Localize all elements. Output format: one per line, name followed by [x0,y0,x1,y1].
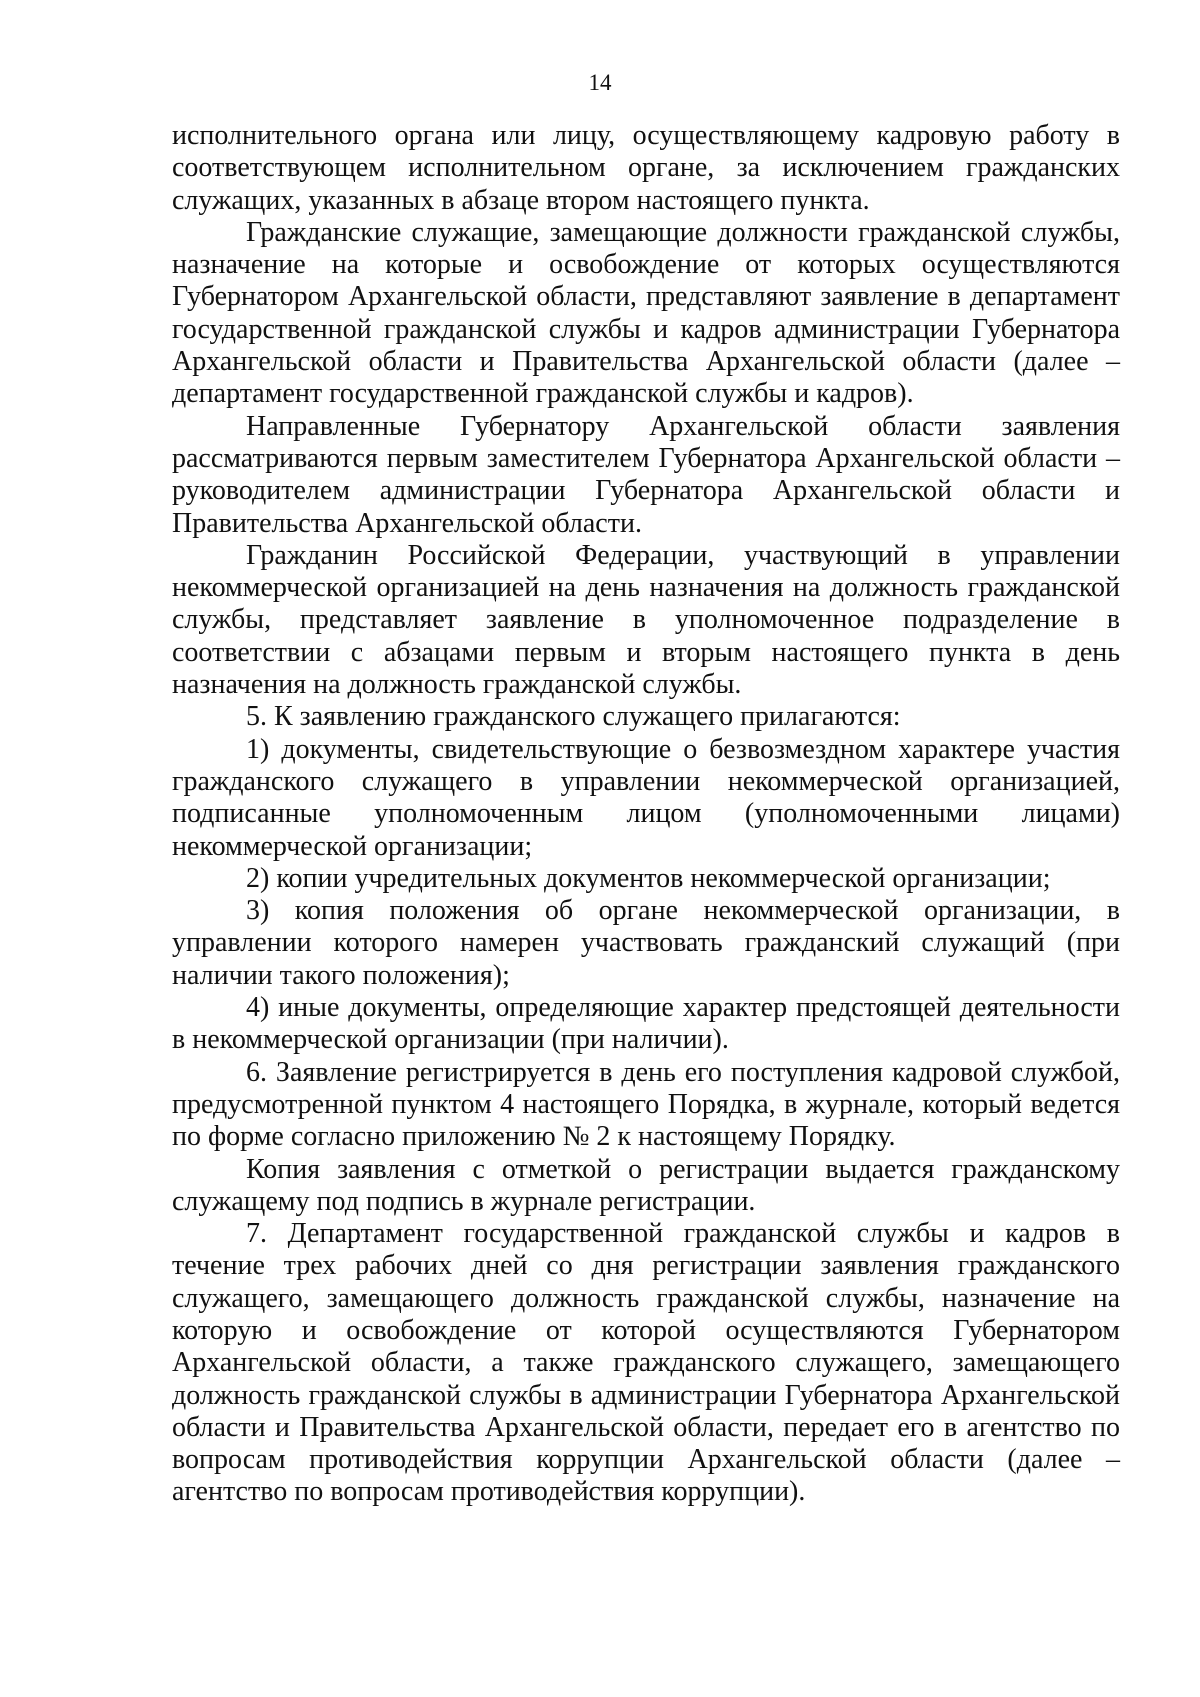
page-number: 14 [588,70,612,95]
list-item-4: 4) иные документы, определяющие характер предстоящей деятельности в некоммерческой организации (при наличии). [172,992,1120,1056]
paragraph-citizen-application: Гражданин Российской Федерации, участвующий в управлении некоммерческой организацией на день назначения на должность гражданской службы, представляет заявление в уполномоченное подразделение в соответствии с абзацами первым и вторым настоящего пункта в день назначения на должность гражданской службы. [172,539,1120,701]
paragraph-item-5-heading: 5. К заявлению гражданского служащего прилагаются: [246,701,901,733]
list-item-2: 2) копии учредительных документов некоммерческой организации; [246,862,1051,894]
paragraph-review-by-deputy-governor: Направленные Губернатору Архангельской области заявления рассматриваются первым заместителем Губернатора Архангельской области – руководителем администрации Губернатора Архангельской области и Правительства Архангельской области. [172,410,1120,539]
paragraph-item-7-transfer: 7. Департамент государственной гражданской службы и кадров в течение трех рабочих дней со дня регистрации заявления гражданского служащего, замещающего должность гражданской службы, назначение на которую и освобождение от которой осуществляются Губернатором Архангельской области, а также гражданского служащего, замещающего должность гражданской службы в администрации Губернатора Архангельской области и Правительства Архангельской области, передает его в агентство по вопросам противодействия коррупции Архангельской области (далее – агентство по вопросам противодействия коррупции). [172,1218,1120,1508]
paragraph-civil-servants-application: Гражданские служащие, замещающие должности гражданской службы, назначение на которые и освобождение от которых осуществляются Губернатором Архангельской области, представляют заявление в департамент государственной гражданской службы и кадров администрации Губернатора Архангельской области и Правительства Архангельской области (далее – департамент государственной гражданской службы и кадров). [172,216,1120,410]
paragraph-continuation: исполнительного органа или лицу, осуществляющему кадровую работу в соответствующем исполнительном органе, за исключением гражданских служащих, указанных в абзаце втором настоящего пункта. [172,120,1120,216]
paragraph-item-6-registration: 6. Заявление регистрируется в день его поступления кадровой службой, предусмотренной пунктом 4 настоящего Порядка, в журнале, который ведется по форме согласно приложению № 2 к настоящему Порядку. [172,1056,1120,1153]
paragraph-registration-copy: Копия заявления с отметкой о регистрации выдается гражданскому служащему под подпись в журнале регистрации. [172,1153,1120,1217]
list-item-1: 1) документы, свидетельствующие о безвозмездном характере участия гражданского служащего в управлении некоммерческой организацией, подписанные уполномоченным лицом (уполномоченными лицами) некоммерческой организации; [172,733,1120,862]
document-body [172,120,1120,1509]
list-item-3: 3) копия положения об органе некоммерческой организации, в управлении которого намерен участвовать гражданский служащий (при наличии такого положения); [172,895,1120,991]
